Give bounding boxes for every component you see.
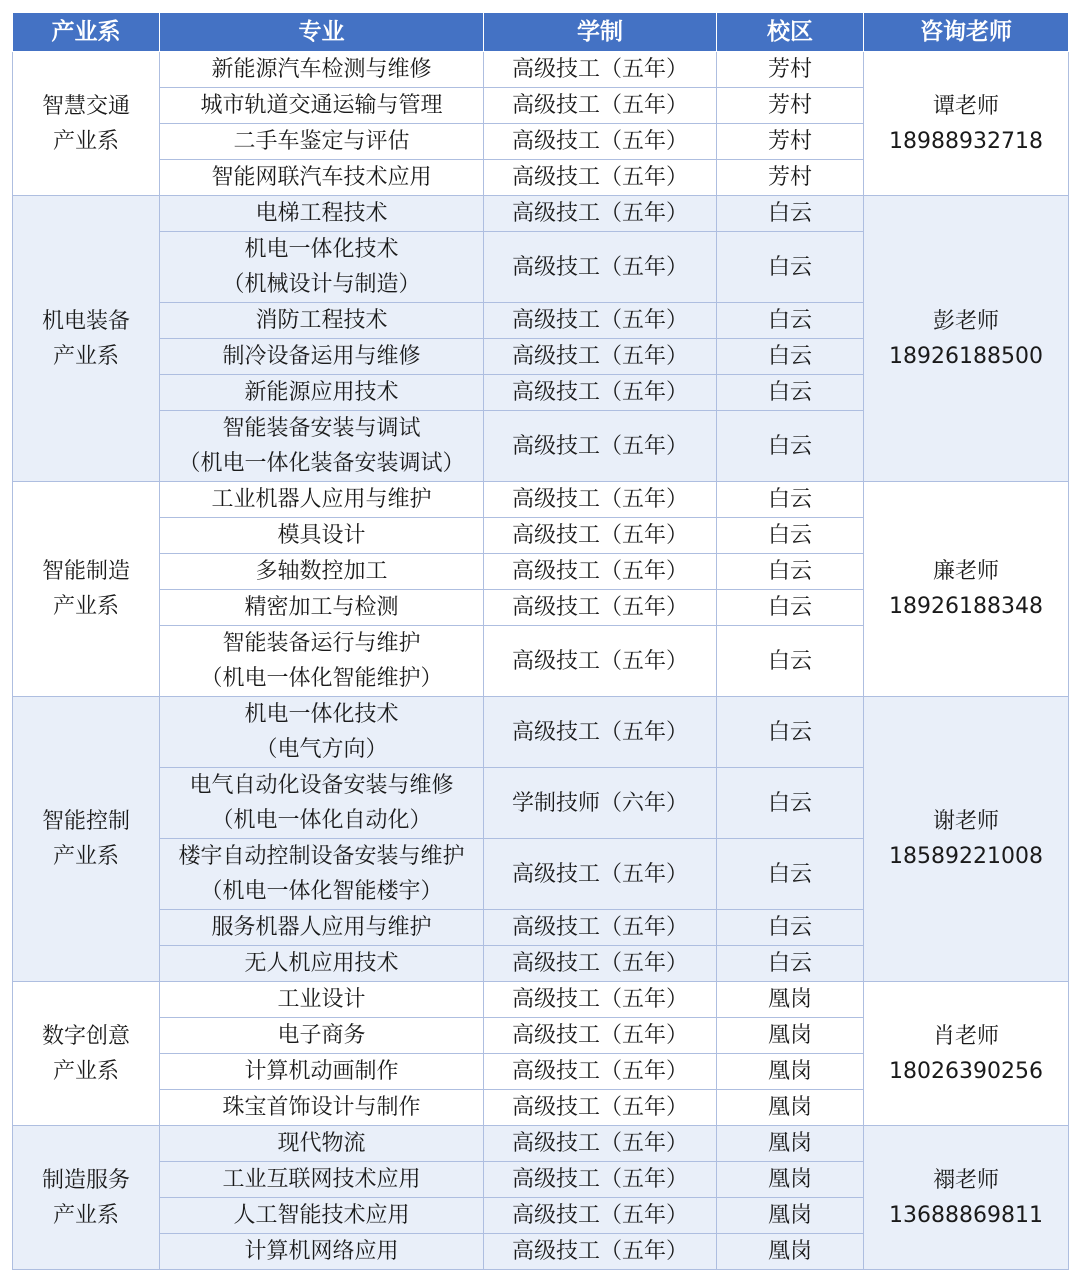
- duration-cell: 高级技工（五年）: [484, 88, 717, 124]
- duration-cell: 高级技工（五年）: [484, 1090, 717, 1126]
- major-cell: [160, 1234, 484, 1270]
- major-name-line: 模具设计: [277, 523, 366, 548]
- teacher-name: 谭老师: [932, 93, 999, 119]
- campus-cell: 芳村: [717, 88, 864, 124]
- teacher-cell: [864, 196, 1069, 482]
- major-name-line: （电气方向）: [255, 737, 388, 762]
- major-cell: [160, 626, 484, 697]
- duration-cell: 高级技工（五年）: [484, 1018, 717, 1054]
- campus-cell: 白云: [717, 626, 864, 697]
- campus-cell: 白云: [717, 232, 864, 303]
- teacher-phone: 18926188348: [889, 594, 1043, 619]
- teacher-name: 谢老师: [932, 809, 999, 834]
- teacher-phone: 18026390256: [889, 1058, 1043, 1084]
- major-cell: [160, 1090, 484, 1126]
- major-cell: [160, 303, 484, 339]
- campus-cell: 芳村: [717, 124, 864, 160]
- major-cell: [160, 982, 484, 1018]
- major-name-line: 工业机器人应用与维护: [211, 487, 432, 512]
- campus-cell: 凰岗: [717, 1126, 864, 1162]
- major-name-line: 新能源应用技术: [244, 380, 399, 405]
- dept-cell: [13, 196, 160, 482]
- campus-cell: 白云: [717, 554, 864, 590]
- campus-cell: 白云: [717, 910, 864, 946]
- major-name-line: 多轴数控加工: [255, 559, 388, 584]
- major-cell: [160, 482, 484, 518]
- teacher-cell: [864, 1126, 1069, 1270]
- dept-name-line: 产业系: [52, 128, 119, 154]
- major-cell: [160, 52, 484, 88]
- header-teacher: 咨询老师: [864, 13, 1069, 52]
- dept-name-line: 智能控制: [41, 809, 130, 834]
- duration-cell: 高级技工（五年）: [484, 910, 717, 946]
- major-name-line: 机电一体化技术: [244, 702, 399, 727]
- header-duration: 学制: [484, 13, 717, 52]
- duration-cell: 学制技师（六年）: [484, 768, 717, 839]
- campus-cell: 白云: [717, 590, 864, 626]
- major-cell: [160, 411, 484, 482]
- teacher-name: 彭老师: [932, 308, 999, 334]
- duration-cell: 高级技工（五年）: [484, 411, 717, 482]
- campus-cell: 白云: [717, 946, 864, 982]
- duration-cell: 高级技工（五年）: [484, 697, 717, 768]
- major-name-line: 二手车鉴定与评估: [233, 129, 410, 154]
- dept-name-line: 产业系: [52, 343, 119, 369]
- campus-cell: 凰岗: [717, 1018, 864, 1054]
- major-name-line: 珠宝首饰设计与制作: [222, 1095, 421, 1120]
- campus-cell: 白云: [717, 482, 864, 518]
- major-name-line: 工业设计: [277, 987, 366, 1012]
- table-body: [13, 52, 1069, 1270]
- campus-cell: 凰岗: [717, 1234, 864, 1270]
- major-name-line: 智能装备运行与维护: [222, 631, 421, 656]
- major-name-line: 计算机网络应用: [244, 1239, 399, 1264]
- duration-cell: 高级技工（五年）: [484, 1234, 717, 1270]
- table-row: [13, 1126, 1069, 1162]
- major-cell: [160, 1054, 484, 1090]
- campus-cell: 白云: [717, 518, 864, 554]
- teacher-phone: 18926188500: [889, 343, 1043, 369]
- duration-cell: 高级技工（五年）: [484, 52, 717, 88]
- duration-cell: 高级技工（五年）: [484, 1126, 717, 1162]
- major-name-line: 服务机器人应用与维护: [211, 915, 432, 940]
- major-name-line: 机电一体化技术: [244, 237, 399, 262]
- major-name-line: 智能装备安装与调试: [222, 416, 421, 441]
- major-cell: [160, 554, 484, 590]
- duration-cell: 高级技工（五年）: [484, 1162, 717, 1198]
- major-name-line: 消防工程技术: [255, 308, 388, 333]
- major-name-line: 城市轨道交通运输与管理: [200, 93, 443, 118]
- campus-cell: 凰岗: [717, 1054, 864, 1090]
- duration-cell: 高级技工（五年）: [484, 554, 717, 590]
- dept-name-line: 产业系: [52, 594, 119, 619]
- major-name-line: 现代物流: [277, 1131, 366, 1156]
- major-name-line: 新能源汽车检测与维修: [211, 57, 432, 82]
- teacher-cell: [864, 52, 1069, 196]
- major-cell: [160, 339, 484, 375]
- major-cell: [160, 1126, 484, 1162]
- major-cell: [160, 1162, 484, 1198]
- dept-name-line: 产业系: [52, 844, 119, 869]
- campus-cell: 凰岗: [717, 1162, 864, 1198]
- dept-cell: [13, 52, 160, 196]
- teacher-cell: [864, 697, 1069, 982]
- dept-cell: [13, 982, 160, 1126]
- teacher-phone: 13688869811: [889, 1202, 1043, 1228]
- dept-name-line: 产业系: [52, 1058, 119, 1084]
- major-name-line: （机电一体化智能楼宇）: [200, 879, 443, 904]
- campus-cell: 白云: [717, 411, 864, 482]
- major-name-line: 电气自动化设备安装与维修: [189, 773, 454, 798]
- major-name-line: 无人机应用技术: [244, 951, 399, 976]
- teacher-cell: [864, 982, 1069, 1126]
- dept-name-line: 智慧交通: [41, 93, 130, 119]
- program-table: [12, 12, 1069, 1270]
- header-major: 专业: [160, 13, 484, 52]
- campus-cell: 凰岗: [717, 1198, 864, 1234]
- duration-cell: 高级技工（五年）: [484, 946, 717, 982]
- table-row: [13, 52, 1069, 88]
- dept-name-line: 产业系: [52, 1202, 119, 1228]
- duration-cell: 高级技工（五年）: [484, 196, 717, 232]
- campus-cell: 凰岗: [717, 982, 864, 1018]
- teacher-cell: [864, 482, 1069, 697]
- major-name-line: 楼宇自动控制设备安装与维护: [178, 844, 465, 869]
- duration-cell: 高级技工（五年）: [484, 518, 717, 554]
- campus-cell: 白云: [717, 339, 864, 375]
- major-cell: [160, 1018, 484, 1054]
- major-name-line: 电梯工程技术: [255, 201, 388, 226]
- major-name-line: （机械设计与制造）: [222, 272, 421, 297]
- major-cell: [160, 124, 484, 160]
- major-name-line: 计算机动画制作: [244, 1059, 399, 1084]
- teacher-phone: 18988932718: [889, 128, 1043, 154]
- major-cell: [160, 946, 484, 982]
- teacher-phone: 18589221008: [889, 844, 1043, 869]
- dept-cell: [13, 1126, 160, 1270]
- table-header-row: [13, 13, 1069, 52]
- duration-cell: 高级技工（五年）: [484, 339, 717, 375]
- dept-cell: [13, 697, 160, 982]
- campus-cell: 白云: [717, 375, 864, 411]
- table-row: [13, 196, 1069, 232]
- campus-cell: 白云: [717, 303, 864, 339]
- teacher-name: 肖老师: [932, 1023, 999, 1049]
- major-cell: [160, 375, 484, 411]
- duration-cell: 高级技工（五年）: [484, 482, 717, 518]
- duration-cell: 高级技工（五年）: [484, 232, 717, 303]
- major-name-line: 工业互联网技术应用: [222, 1167, 421, 1192]
- major-name-line: 制冷设备运用与维修: [222, 344, 421, 369]
- major-name-line: （机电一体化自动化）: [211, 808, 432, 833]
- campus-cell: 白云: [717, 839, 864, 910]
- duration-cell: 高级技工（五年）: [484, 375, 717, 411]
- duration-cell: 高级技工（五年）: [484, 982, 717, 1018]
- table-row: [13, 482, 1069, 518]
- campus-cell: 白云: [717, 697, 864, 768]
- major-name-line: （机电一体化智能维护）: [200, 666, 443, 691]
- major-cell: [160, 518, 484, 554]
- major-name-line: 精密加工与检测: [244, 595, 399, 620]
- major-cell: [160, 839, 484, 910]
- major-cell: [160, 910, 484, 946]
- major-name-line: 智能网联汽车技术应用: [211, 165, 432, 190]
- dept-name-line: 智能制造: [41, 559, 130, 584]
- duration-cell: 高级技工（五年）: [484, 590, 717, 626]
- major-name-line: 人工智能技术应用: [233, 1203, 410, 1228]
- major-cell: [160, 590, 484, 626]
- dept-name-line: 机电装备: [41, 308, 130, 334]
- major-name-line: 电子商务: [277, 1023, 366, 1048]
- duration-cell: 高级技工（五年）: [484, 839, 717, 910]
- table-row: [13, 982, 1069, 1018]
- teacher-name: 禤老师: [932, 1167, 999, 1193]
- major-cell: [160, 232, 484, 303]
- major-cell: [160, 1198, 484, 1234]
- duration-cell: 高级技工（五年）: [484, 1198, 717, 1234]
- table-row: [13, 697, 1069, 768]
- campus-cell: 芳村: [717, 160, 864, 196]
- teacher-name: 廉老师: [932, 559, 999, 584]
- campus-cell: 芳村: [717, 52, 864, 88]
- dept-cell: [13, 482, 160, 697]
- dept-name-line: 制造服务: [41, 1167, 130, 1193]
- duration-cell: 高级技工（五年）: [484, 626, 717, 697]
- duration-cell: 高级技工（五年）: [484, 124, 717, 160]
- duration-cell: 高级技工（五年）: [484, 160, 717, 196]
- major-cell: [160, 160, 484, 196]
- header-dept: 产业系: [13, 13, 160, 52]
- campus-cell: 白云: [717, 768, 864, 839]
- dept-name-line: 数字创意: [41, 1023, 130, 1049]
- major-name-line: （机电一体化装备安装调试）: [178, 451, 465, 476]
- campus-cell: 白云: [717, 196, 864, 232]
- campus-cell: 凰岗: [717, 1090, 864, 1126]
- major-cell: [160, 768, 484, 839]
- major-cell: [160, 196, 484, 232]
- duration-cell: 高级技工（五年）: [484, 303, 717, 339]
- duration-cell: 高级技工（五年）: [484, 1054, 717, 1090]
- major-cell: [160, 88, 484, 124]
- major-cell: [160, 697, 484, 768]
- header-campus: 校区: [717, 13, 864, 52]
